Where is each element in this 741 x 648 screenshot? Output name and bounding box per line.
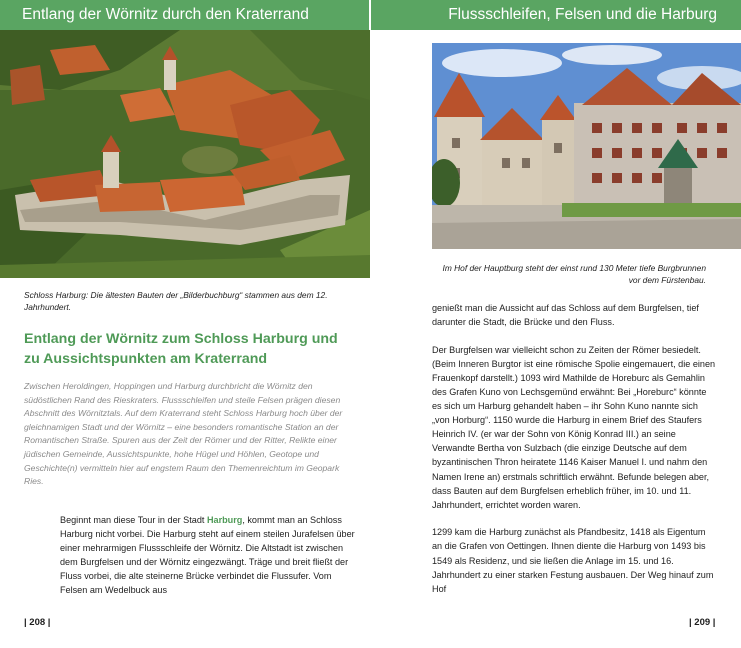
paragraph: 1299 kam die Harburg zunächst als Pfandbesitz, 1418 als Eigentum an die Grafen von Oettingen. Ihnen diente die Harburg von 1493 bis 1549 als Residenz, und sie ließen die Anlage im 15. und 16. Jahrhundert zu einer starken Festung ausbauen. Der Weg hinauf zum Hof bbox=[432, 527, 714, 594]
harburg-highlight: Harburg bbox=[206, 515, 243, 525]
section-intro: Zwischen Heroldingen, Hoppingen und Harburg durchbricht die Wörnitz den südöstlichen Rand des Rieskraters. Flussschleifen und steile Felsen prägen diesen Abschnitt des Wörnitztals. Auf dem Kraterrand steht Schloss Harburg hoch über der gleichnamigen Stadt und der Wörnitz – eine besonders romantische Station an der Romantischen Straße. Spuren aus der Zeit der Römer und der Ritter, Relikte einer jüdischen Gemeinde, Aussichtspunkte, hohe Hügel und Höhlen, Geotope und Geschichte(n) vermitteln hier auf engstem Raum den Themenreichtum im Geopark Ries. bbox=[24, 381, 343, 487]
paragraph: genießt man die Aussicht auf das Schloss auf dem Burgfelsen, tief darunter die Stadt, die Brücke und den Fluss. bbox=[432, 303, 699, 328]
aerial-castle-photo bbox=[0, 30, 370, 278]
left-body-text bbox=[60, 513, 358, 598]
right-photo-caption: Im Hof der Hauptburg steht der einst rund 130 Meter tiefe Burgbrunnen vor dem Fürstenbau. bbox=[442, 263, 706, 285]
body-text-rest: , kommt man an Schloss Harburg nicht vorbei. Die Harburg steht auf einem steilen Jurafelsen über einer mehrarmigen Flussschleife der Wörnitz. Die Altstadt ist zwischen dem Burgfelsen und der Wörnitz eingezwängt. Träge und breit fließt der Fluss vorbei, die alte steinerne Brücke verbindet die Flussufer. Vom Felsen am Wedelbuck aus bbox=[60, 515, 355, 596]
right-running-header: Flussschleifen, Felsen und die Harburg bbox=[371, 0, 741, 30]
section-title: Entlang der Wörnitz zum Schloss Harburg und zu Aussichtspunkten am Kraterrand bbox=[24, 331, 338, 367]
body-text-start: Beginnt man diese Tour in der Stadt bbox=[60, 515, 207, 525]
left-page-number: | 208 | bbox=[24, 617, 51, 628]
castle-courtyard-photo bbox=[432, 43, 741, 249]
left-running-header: Entlang der Wörnitz durch den Kraterrand bbox=[0, 0, 369, 30]
right-body-text bbox=[432, 301, 718, 609]
right-page-number: | 209 | bbox=[689, 617, 716, 628]
paragraph: Der Burgfelsen war vielleicht schon zu Zeiten der Römer besiedelt. (Beim Inneren Burgtor ist eine römische Spolie eingemauert, die einen Frauenkopf darstellt.) 1093 wird Mathilde de Horeburc als Gemahlin des Grafen Kuno von Lechsgemünd erwähnt: Bei „Horeburc“ könnte es sich um Harburg gehandelt haben – ihr Sohn Kuno nannte sich „von Horburg“. 1150 wurde die Harburg in einem Brief des Staufers Heinrich IV. (er war der Sohn von König Konrad III.) an seine Verwandte Bertha von Sulzbach (die einzige Deutsche auf dem byzantinischen Thron heiratete 1146 Kaiser Manuel I. und nahm den Namen Irene an) erstmals schriftlich erwähnt. Befunde belegen aber, dass Bauten auf dem Burgfelsen erheblich früher, im 10. und 11. Jahrhundert, errichtet worden waren. bbox=[432, 344, 716, 510]
left-photo-caption: Schloss Harburg: Die ältesten Bauten der „Bilderbuchburg“ stammen aus dem 12. Jahrhundert. bbox=[24, 290, 328, 312]
